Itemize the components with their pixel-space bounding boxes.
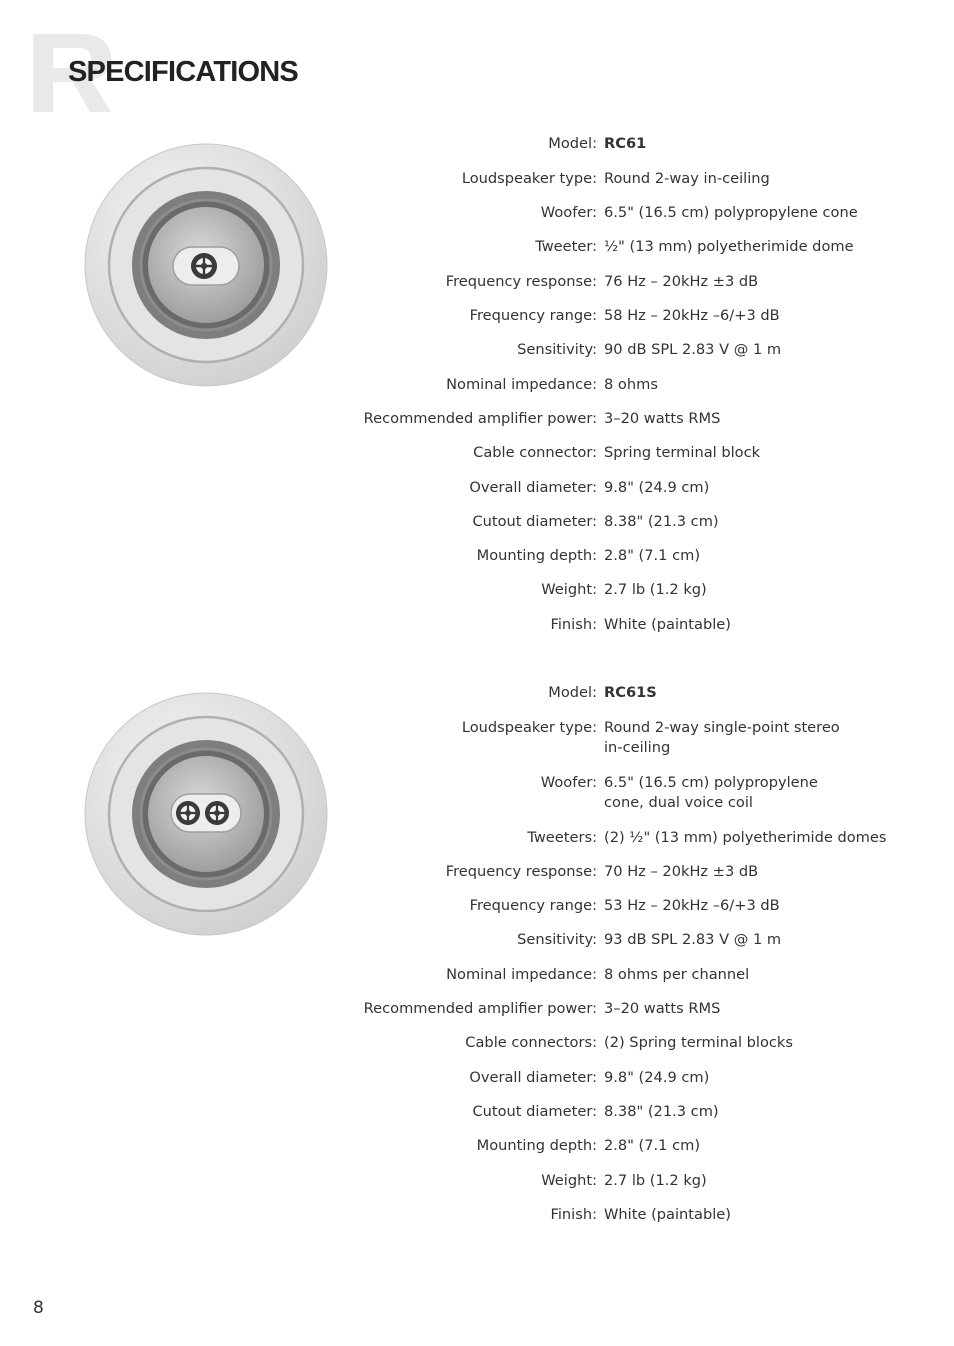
spec-value: 9.8" (24.9 cm) (604, 479, 710, 496)
spec-label: Model: (548, 684, 597, 701)
spec-label: Mounting depth: (476, 547, 597, 564)
spec-label: Woofer: (540, 774, 597, 791)
spec-value: 76 Hz – 20kHz ±3 dB (604, 273, 759, 290)
spec-value: 9.8" (24.9 cm) (604, 1069, 710, 1086)
spec-value: 70 Hz – 20kHz ±3 dB (604, 863, 759, 880)
spec-value: 93 dB SPL 2.83 V @ 1 m (604, 931, 782, 948)
page-number: 8 (33, 1298, 44, 1318)
spec-value: 8 ohms (604, 376, 658, 393)
spec-value: 3–20 watts RMS (604, 410, 721, 427)
spec-label: Cable connectors: (465, 1034, 597, 1051)
spec-value: 8.38" (21.3 cm) (604, 513, 719, 530)
spec-value: White (paintable) (604, 1206, 731, 1223)
spec-value: (2) Spring terminal blocks (604, 1034, 793, 1051)
spec-value: RC61 (604, 135, 647, 152)
in-ceiling-speaker-dual-tweeter-icon (84, 692, 328, 936)
spec-value: 6.5" (16.5 cm) polypropylene cone, dual voice coil (604, 774, 818, 811)
spec-label: Frequency range: (469, 897, 597, 914)
spec-value: 2.8" (7.1 cm) (604, 547, 701, 564)
spec-label: Tweeters: (527, 829, 597, 846)
spec-label: Frequency range: (469, 307, 597, 324)
spec-value: 8 ohms per channel (604, 966, 750, 983)
spec-label: Frequency response: (445, 863, 597, 880)
spec-value: 2.7 lb (1.2 kg) (604, 1172, 707, 1189)
spec-value: RC61S (604, 684, 657, 701)
spec-value: Round 2-way single-point stereo in-ceiling (604, 719, 840, 756)
spec-value: 3–20 watts RMS (604, 1000, 721, 1017)
spec-label: Weight: (541, 1172, 597, 1189)
spec-value: Round 2-way in-ceiling (604, 170, 770, 187)
spec-value: 2.8" (7.1 cm) (604, 1137, 701, 1154)
spec-label: Frequency response: (445, 273, 597, 290)
spec-label: Nominal impedance: (446, 966, 597, 983)
spec-value: 90 dB SPL 2.83 V @ 1 m (604, 341, 782, 358)
spec-label: Cable connector: (473, 444, 597, 461)
spec-label: Overall diameter: (469, 479, 597, 496)
spec-label: Model: (548, 135, 597, 152)
spec-value: White (paintable) (604, 616, 731, 633)
spec-label: Cutout diameter: (472, 1103, 597, 1120)
spec-label: Mounting depth: (476, 1137, 597, 1154)
spec-label: Loudspeaker type: (461, 170, 597, 187)
spec-value: Spring terminal block (604, 444, 761, 461)
spec-label: Finish: (550, 616, 597, 633)
spec-label: Woofer: (540, 204, 597, 221)
spec-label: Recommended amplifier power: (363, 1000, 597, 1017)
spec-value: 2.7 lb (1.2 kg) (604, 581, 707, 598)
spec-label: Overall diameter: (469, 1069, 597, 1086)
spec-value: ½" (13 mm) polyetherimide dome (604, 238, 854, 255)
spec-value: (2) ½" (13 mm) polyetherimide domes (604, 829, 887, 846)
spec-label: Sensitivity: (517, 931, 597, 948)
page-title: SPECIFICATIONS (68, 56, 298, 88)
spec-label: Sensitivity: (517, 341, 597, 358)
spec-label: Loudspeaker type: (461, 719, 597, 736)
spec-value: 58 Hz – 20kHz –6/+3 dB (604, 307, 780, 324)
spec-label: Cutout diameter: (472, 513, 597, 530)
in-ceiling-speaker-single-tweeter-icon (84, 143, 328, 387)
spec-label: Weight: (541, 581, 597, 598)
spec-value: 6.5" (16.5 cm) polypropylene cone (604, 204, 858, 221)
spec-label: Recommended amplifier power: (363, 410, 597, 427)
spec-value: 53 Hz – 20kHz –6/+3 dB (604, 897, 780, 914)
spec-label: Nominal impedance: (446, 376, 597, 393)
spec-value: 8.38" (21.3 cm) (604, 1103, 719, 1120)
spec-label: Tweeter: (535, 238, 597, 255)
spec-label: Finish: (550, 1206, 597, 1223)
